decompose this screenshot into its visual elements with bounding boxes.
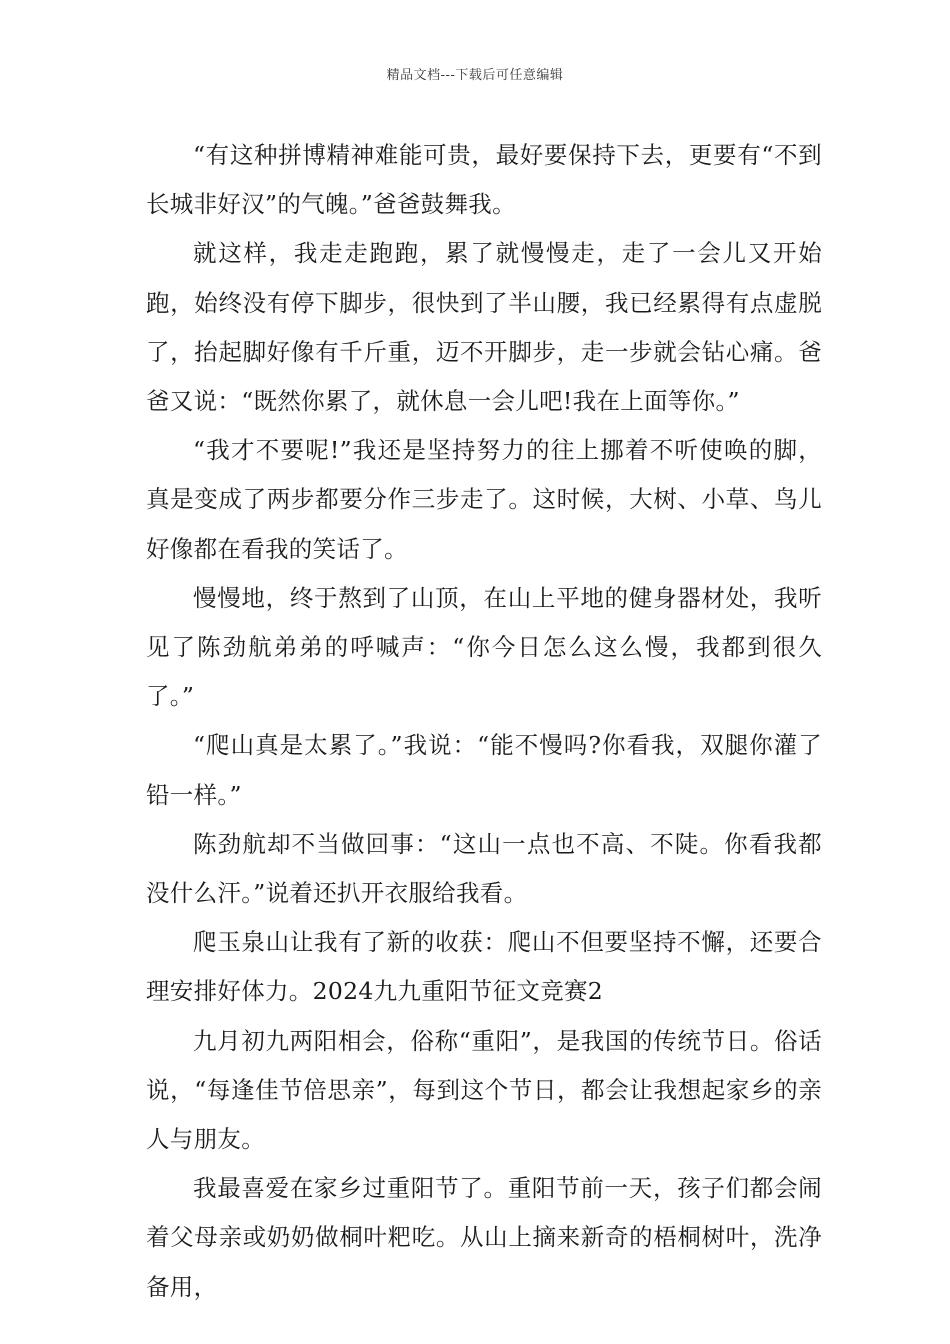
page-header: 精品文档---下载后可任意编辑 xyxy=(386,68,564,83)
paragraph: 慢慢地，终于熬到了山顶，在山上平地的健身器材处，我听见了陈劲航弟弟的呼喊声：“你今日怎么这么慢，我都到很久了。” xyxy=(146,583,822,711)
paragraph: “爬山真是太累了。”我说：“能不慢吗?你看我，双腿你灌了铅一样。” xyxy=(146,731,822,809)
paragraph: 我最喜爱在家乡过重阳节了。重阳节前一天，孩子们都会闹着父母亲或奶奶做桐叶粑吃。从山上摘来新奇的梧桐树叶，洗净备用， xyxy=(146,1174,822,1301)
paragraph: 陈劲航却不当做回事：“这山一点也不高、不陡。你看我都没什么汗。”说着还扒开衣服给我看。 xyxy=(146,829,822,908)
paragraph: “我才不要呢!”我还是坚持努力的往上挪着不听使唤的脚，真是变成了两步都要分作三步走了。这时候，大树、小草、鸟儿好像都在看我的笑话了。 xyxy=(146,436,822,563)
paragraph: “有这种拼博精神难能可贵，最好要保持下去，更要有“不到长城非好汉”的气魄。”爸爸鼓舞我。 xyxy=(146,141,822,219)
paragraph: 爬玉泉山让我有了新的收获：爬山不但要坚持不懈，还要合理安排好体力。2024九九重阳节征文竞赛2 xyxy=(146,928,822,1006)
paragraph: 就这样，我走走跑跑，累了就慢慢走，走了一会儿又开始跑，始终没有停下脚步，很快到了半山腰，我已经累得有点虚脱了，抬起脚好像有千斤重，迈不开脚步，走一步就会钻心痛。爸爸又说：“既然你累了，就休息一会儿吧!我在上面等你。” xyxy=(146,239,822,416)
paragraph: 九月初九两阳相会，俗称“重阳”，是我国的传统节日。俗话说，“每逢佳节倍思亲”，每到这个节日，都会让我想起家乡的亲人与朋友。 xyxy=(146,1026,822,1154)
document-body xyxy=(146,131,822,1312)
